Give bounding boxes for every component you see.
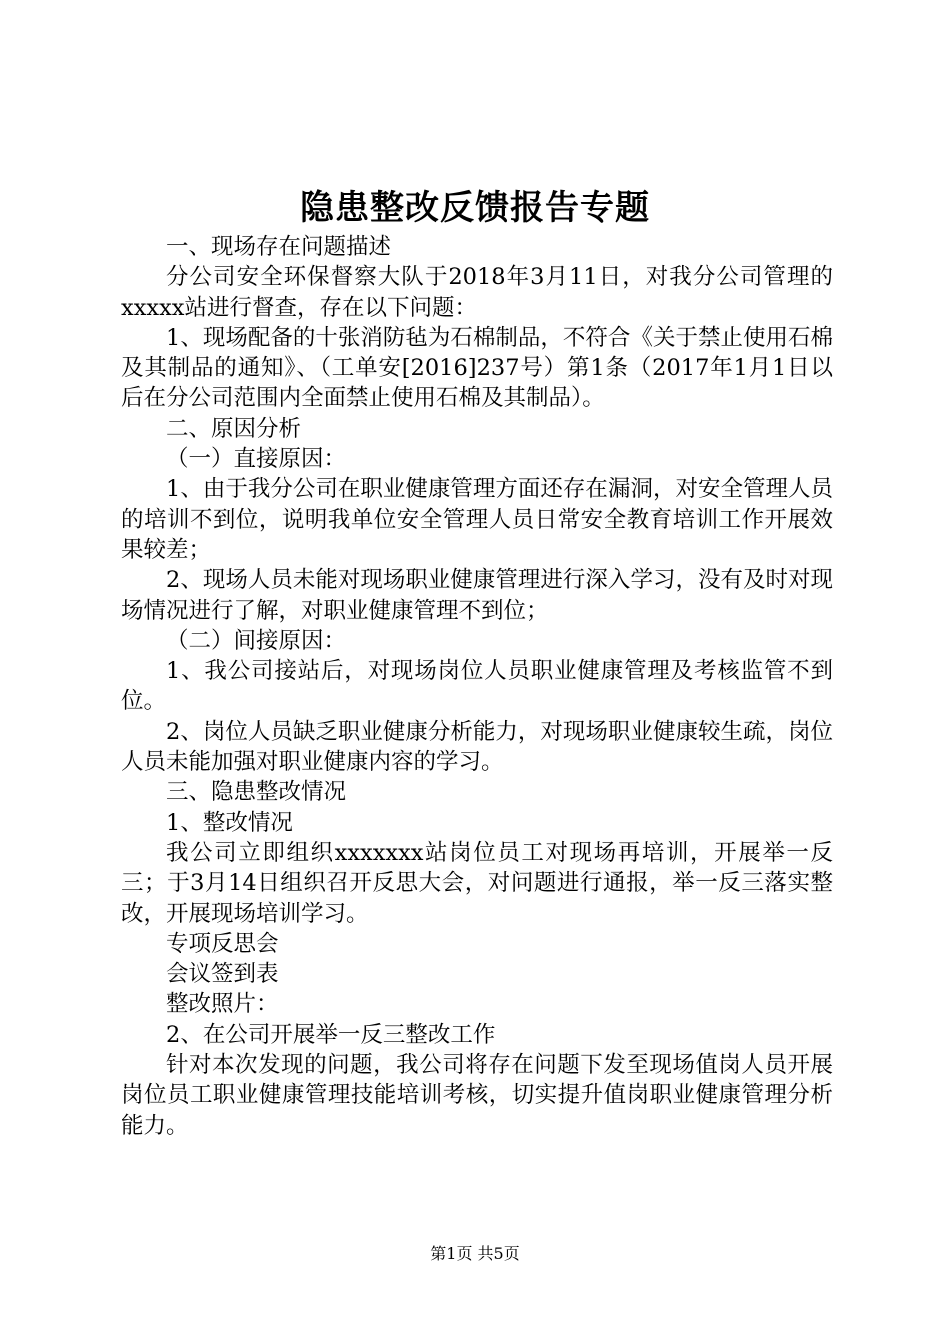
document-title: 隐患整改反馈报告专题 [300,188,650,228]
paragraph-company-wide: 针对本次发现的问题，我公司将存在问题下发至现场值岗人员开展岗位员工职业健康管理技能培训考核，切实提升值岗职业健康管理分析能力。 [121,1052,833,1139]
section-heading-1: 一、现场存在问题描述 [166,234,392,260]
subheading-rectification: 1、整改情况 [166,809,293,836]
subheading-company-wide: 2、在公司开展举一反三整改工作 [166,1021,496,1048]
paragraph-direct-cause-2: 2、现场人员未能对现场职业健康管理进行深入学习，没有及时对现场情况进行了解，对职业健康管理不到位； [121,567,833,624]
subheading-indirect-cause: （二）间接原因： [166,627,347,654]
paragraph-indirect-cause-2: 2、岗位人员缺乏职业健康分析能力，对现场职业健康较生疏，岗位人员未能加强对职业健康内容的学习。 [121,718,833,776]
page-number: 第1页 共5页 [430,1244,520,1263]
label-reflection-meeting: 专项反思会 [166,930,279,957]
label-sign-in-sheet: 会议签到表 [166,961,279,988]
subheading-direct-cause: （一）直接原因： [166,446,347,473]
paragraph-inspection: 分公司安全环保督察大队于2018年3月11日，对我分公司管理的xxxxx站进行督查，存在以下问题： [121,264,833,321]
paragraph-direct-cause-1: 1、由于我分公司在职业健康管理方面还存在漏洞，对安全管理人员的培训不到位，说明我单位安全管理人员日常安全教育培训工作开展效果较差； [121,476,833,563]
paragraph-issue-1: 1、现场配备的十张消防毡为石棉制品，不符合《关于禁止使用石棉及其制品的通知》、（工单安[2016]237号）第1条（2017年1月1日以后在分公司范围内全面禁止使用石棉及其制品）。 [121,324,833,412]
section-heading-3: 三、隐患整改情况 [166,779,347,806]
paragraph-indirect-cause-1: 1、我公司接站后，对现场岗位人员职业健康管理及考核监管不到位。 [121,658,833,715]
document-body [121,232,833,1141]
label-rectification-photos: 整改照片： [166,991,279,1018]
paragraph-rectification: 我公司立即组织xxxxxxx站岗位员工对现场再培训，开展举一反三；于3月14日组织召开反思大会，对问题进行通报，举一反三落实整改，开展现场培训学习。 [121,839,833,927]
section-heading-2: 二、原因分析 [166,415,302,442]
